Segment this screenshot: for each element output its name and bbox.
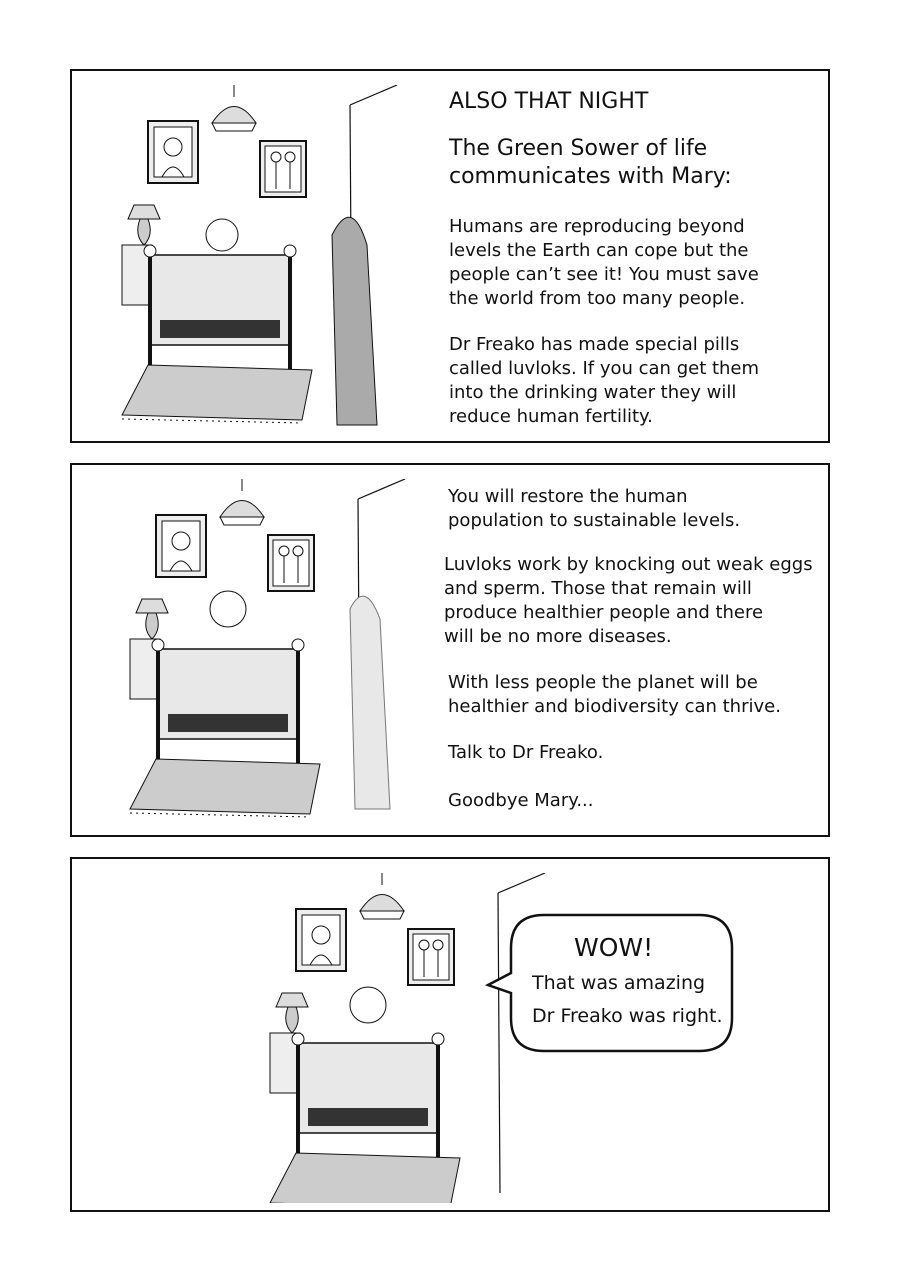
speech-line-1: That was amazing [532, 972, 706, 994]
panel-2-paragraph-5: Goodbye Mary... [448, 790, 594, 811]
green-sower-figure [332, 217, 377, 425]
speech-line-2: Dr Freako was right. [532, 1005, 723, 1027]
panel-1-heading: ALSO THAT NIGHT [449, 89, 649, 114]
panel-2-paragraph-2: Luvloks work by knocking out weak eggs and sperm. Those that remain will produce healthier people and there will be no more diseases. [444, 554, 813, 647]
panel-2-paragraph-3: With less people the planet will be healthier and biodiversity can thrive. [448, 672, 781, 717]
mary-figure [350, 987, 386, 1023]
mary-figure [206, 219, 238, 251]
bedroom-illustration [120, 479, 420, 824]
mary-figure [210, 591, 246, 627]
comic-panel-3 [70, 857, 830, 1212]
speech-exclaim: WOW! [574, 933, 654, 962]
bedroom-illustration [112, 85, 412, 430]
panel-2-paragraph-4: Talk to Dr Freako. [448, 742, 604, 763]
panel-1-subheading: The Green Sower of life communicates with Mary: [449, 136, 732, 189]
panel-2-paragraph-1: You will restore the human population to sustainable levels. [448, 486, 741, 531]
panel-1-paragraph-2: Dr Freako has made special pills called luvloks. If you can get them into the drinking water they will reduce human fertility. [449, 334, 760, 427]
comic-panel-2 [70, 463, 830, 837]
green-sower-figure [350, 596, 390, 809]
panel-1-paragraph-1: Humans are reproducing beyond levels the Earth can cope but the people can’t see it! You must save the world from too many people. [449, 216, 759, 309]
comic-panel-1 [70, 69, 830, 443]
